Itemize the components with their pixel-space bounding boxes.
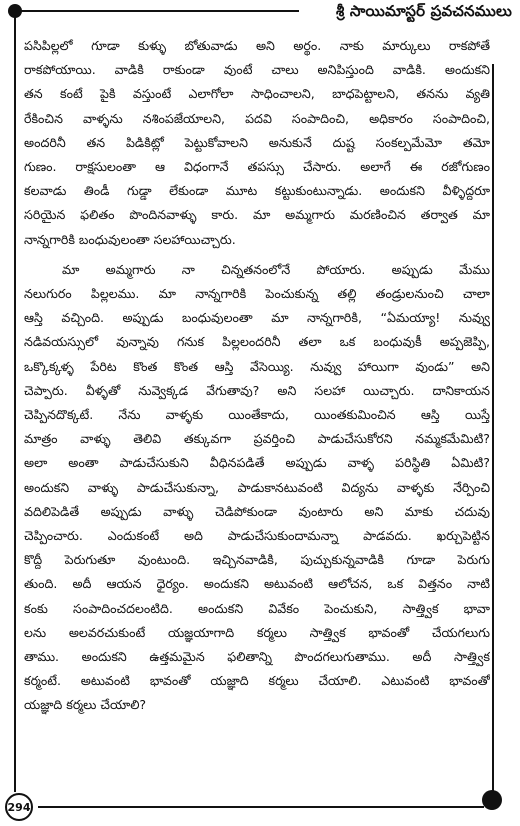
text-line: అందరినీ తన పిడికిట్లో పెట్టుకోవాలని అనుకునే దుష్ట సంకల్పమేమో తమో	[24, 134, 490, 150]
header-rule	[14, 10, 299, 12]
text-line: ఆస్తి వచ్చింది. అప్పుడు బంధువులంతా మా నాన్నగారికి, “ఏమయ్యా! నువ్వు	[24, 310, 490, 326]
text-line: అందుకని వాళ్ళు పాడుచేసుకున్నా, పాడుకానటువంటి విద్యను వాళ్ళకు నేర్పించి	[24, 479, 490, 495]
text-line: రేకించిన వాళ్ళను నశింపజేయాలని, పదవి సంపాదించి, అధికారం సంపాదించి,	[24, 110, 490, 126]
text-line: కలవాడు తిండీ గుడ్డా లేకుండా మూట కట్టుకుంటున్నాడు. అందుకని వీళ్ళిద్దరూ	[24, 183, 490, 199]
text-line: వదిలిపెడితే అప్పుడు వాళ్ళు చెడిపోకుండా వుంటారు అని మాకు చదువు	[24, 503, 490, 519]
text-line: చెప్పినదొక్కటే. నేను వాళ్ళకు యింతేకాదు, యింతకుమించిన ఆస్తి యిస్తే	[24, 407, 490, 423]
page-number: 294	[7, 800, 31, 814]
text-line: పసిపిల్లలో గూడా కుళ్ళు బోతువాడు అని అర్థం. నాకు మార్కులు రాకపోతే	[24, 38, 490, 53]
text-line: కొద్దీ పెరుగుతూ వుంటుంది. ఇచ్చినవాడికి, పుచ్చుకున్నవాడికి గూడా పెరుగు	[24, 552, 490, 568]
page-number-badge	[5, 793, 33, 821]
text-line: సరియైన ఫలితం పొందినవాళ్ళు కారు. మా అమ్మగారు మరణించిన తర్వాత మా	[24, 207, 490, 223]
footer-ornament-dot	[482, 790, 502, 810]
text-line: అలా అంతా పాడుచేసుకుని వీధినపడితే అప్పుడు వాళ్ళ పరిస్థితి ఏమిటి?	[24, 455, 490, 471]
text-line: రాకపోయాయి. వాడికి రాకుండా వుంటే చాలు అనిపిస్తుంది వాడికి. అందుకని	[24, 62, 490, 78]
text-line: మా అమ్మగారు నా చిన్నతనంలోనే పోయారు. అప్పుడు మేము	[62, 261, 490, 277]
footer-rule	[38, 806, 484, 808]
text-line: నడివయస్సులో వున్నావు గనుక పిల్లలందరినీ తలా ఒక బంధువుకీ అప్పజెప్పి,	[24, 334, 490, 350]
paragraph-2	[24, 258, 490, 718]
paragraph-1	[24, 34, 490, 252]
text-line: కంకు సంపాదించదలంటిది. అందుకని వివేకం పెంచుకుని, సాత్త్విక భావా	[24, 600, 490, 616]
text-line: ఒక్కొక్కళ్ళ పేరిట కొంత కొంత ఆస్తి వేసెయ్యి. నువ్వు హాయిగా వుండు” అని	[24, 358, 490, 374]
running-header-title: శ్రీ సాయిమాస్టర్ ప్రవచనములు	[335, 2, 512, 20]
text-line: చెప్పారు. వీళ్ళతో నువ్వెక్కడ వేగుతావు? అని సలహా యిచ్చారు. దానికాయన	[24, 382, 490, 398]
text-line: గుణం. రాక్షసులంతా ఆ విధంగానే తపస్సు చేసారు. అలాగే ఈ రజోగుణం	[24, 159, 490, 175]
text-line: మాత్రం వాళ్ళు తెలివి తక్కువగా ప్రవర్తించి పాడుచేసుకోరని నమ్మకమేమిటి?	[24, 431, 490, 447]
text-line: కర్మంటే. అటువంటి భావంతో యజ్ఞాది కర్మలు చేయాలి. ఎటువంటి భావంతో	[24, 673, 490, 689]
text-line: నాన్నగారికి బంధువులంతా సలహాయిచ్చారు.	[24, 231, 236, 247]
text-line: తాము. అందుకని ఉత్తమమైన ఫలితాన్ని పొందగలుగుతాము. అదీ సాత్త్విక	[24, 649, 490, 665]
right-border-rule	[492, 64, 494, 799]
body-text	[24, 34, 490, 718]
text-line: లను అలవరచుకుంటే యజ్ఞయాగాది కర్మలు సాత్త్విక భావంతో చేయగలుగు	[24, 624, 490, 640]
text-line: తుంది. అదీ ఆయన ధైర్యం. అందుకని అటువంటి ఆలోచన, ఒక విత్తనం నాటి	[24, 576, 490, 592]
text-line: యజ్ఞాది కర్మలు చేయాలి?	[24, 697, 147, 713]
left-border-rule	[14, 10, 16, 792]
text-line: నలుగురం పిల్లలము. మా నాన్నగారికి పెంచుకున్న తల్లి తండ్రులనుంచి చాలా	[24, 286, 490, 302]
text-line: తన కంటే పైకి వస్తుంటే ఎలాగోలా సాధించాలని, బాధపెట్టాలని, తనను వ్యతి	[24, 86, 490, 102]
text-line: చెప్పించారు. ఎందుకంటే అది పాడుచేసుకుందామన్నా పాడవదు. ఖర్చుపెట్టిన	[24, 528, 490, 544]
